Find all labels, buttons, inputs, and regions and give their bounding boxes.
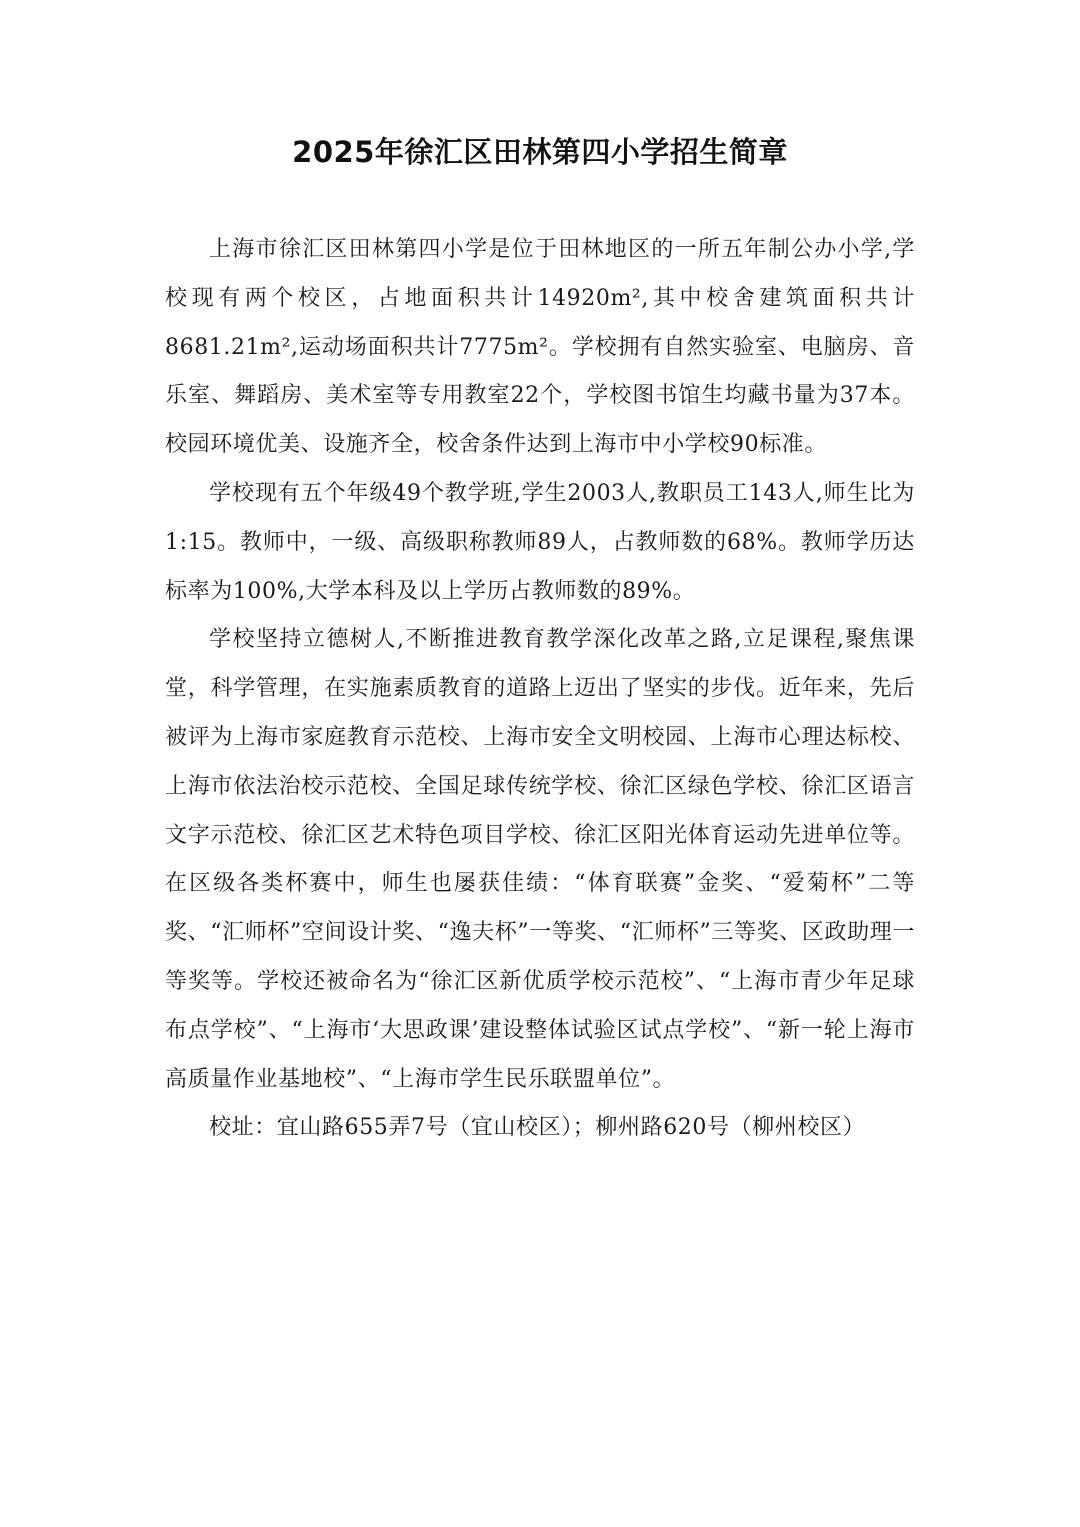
paragraph-address: 校址：宜山路655弄7号（宜山校区）；柳州路620号（柳州校区）	[209, 1115, 866, 1141]
paragraph-staff-statistics: 学校现有五个年级49个教学班,学生2003人,教职员工143人,师生比为1:15。教师中，一级、高级职称教师89人，占教师数的68%。教师学历达标率为100%,大学本科及以上学历占教师数的89%。	[165, 480, 915, 604]
paragraph-honors: 学校坚持立德树人,不断推进教育教学深化改革之路,立足课程,聚焦课堂，科学管理，在实施素质教育的道路上迈出了坚实的步伐。近年来，先后被评为上海市家庭教育示范校、上海市安全文明校园、上海市心理达标校、上海市依法治校示范校、全国足球传统学校、徐汇区绿色学校、徐汇区语言文字示范校、徐汇区艺术特色项目学校、徐汇区阳光体育运动先进单位等。在区级各类杯赛中，师生也屡获佳绩：“体育联赛”金奖、“爱菊杯”二等奖、“汇师杯”空间设计奖、“逸夫杯”一等奖、“汇师杯”三等奖、区政助理一等奖等。学校还被命名为“徐汇区新优质学校示范校”、“上海市青少年足球布点学校”、“上海市‘大思政课’建设整体试验区试点学校”、“新一轮上海市高质量作业基地校”、“上海市学生民乐联盟单位”。	[165, 627, 915, 1092]
document-body	[165, 226, 915, 1153]
paragraph-school-overview: 上海市徐汇区田林第四小学是位于田林地区的一所五年制公办小学,学校现有两个校区，占地面积共计14920m²,其中校舍建筑面积共计8681.21m²,运动场面积共计7775m²。学校拥有自然实验室、电脑房、音乐室、舞蹈房、美术室等专用教室22个，学校图书馆生均藏书量为37本。校园环境优美、设施齐全，校舍条件达到上海市中小学校90标准。	[165, 237, 915, 458]
document-title: 2025年徐汇区田林第四小学招生简章	[292, 135, 788, 169]
